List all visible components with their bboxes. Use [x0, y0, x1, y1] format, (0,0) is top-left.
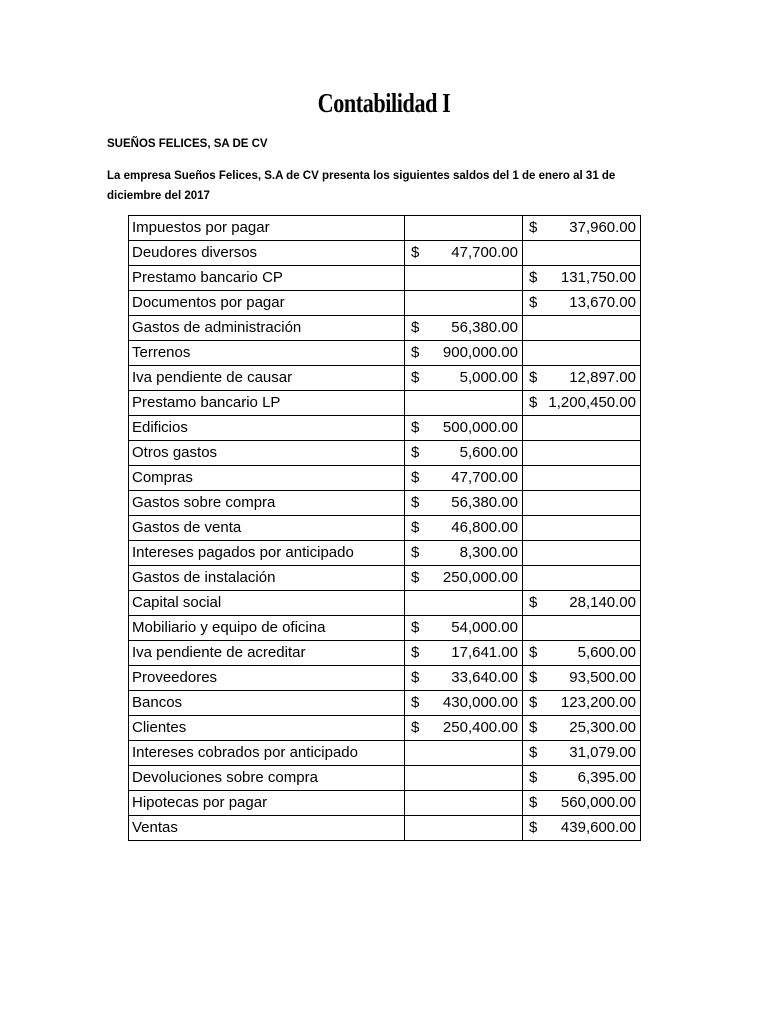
currency-symbol: $	[411, 669, 420, 686]
debit-amount: 5,000.00	[459, 369, 518, 386]
table-row	[129, 616, 641, 641]
credit-cell	[523, 666, 641, 691]
debit-cell	[405, 216, 523, 241]
balances-table-body	[129, 216, 641, 841]
debit-cell	[405, 316, 523, 341]
debit-amount: 250,400.00	[442, 719, 518, 736]
debit-cell	[405, 791, 523, 816]
debit-cell	[405, 291, 523, 316]
account-name: Mobiliario y equipo de oficina	[129, 616, 405, 641]
table-row	[129, 641, 641, 666]
account-name: Deudores diversos	[129, 241, 405, 266]
account-name: Documentos por pagar	[129, 291, 405, 316]
credit-cell	[523, 216, 641, 241]
table-row	[129, 816, 641, 841]
debit-cell	[405, 616, 523, 641]
table-row	[129, 691, 641, 716]
account-name: Iva pendiente de acreditar	[129, 641, 405, 666]
currency-symbol: $	[529, 644, 538, 661]
currency-symbol: $	[529, 269, 538, 286]
debit-amount: 54,000.00	[451, 619, 518, 636]
currency-symbol: $	[529, 669, 538, 686]
debit-cell	[405, 491, 523, 516]
debit-cell	[405, 591, 523, 616]
credit-cell	[523, 266, 641, 291]
debit-amount: 47,700.00	[451, 244, 518, 261]
currency-symbol: $	[529, 744, 538, 761]
credit-cell	[523, 766, 641, 791]
credit-cell	[523, 366, 641, 391]
table-row	[129, 441, 641, 466]
table-row	[129, 466, 641, 491]
table-row	[129, 591, 641, 616]
currency-symbol: $	[411, 694, 420, 711]
account-name: Gastos sobre compra	[129, 491, 405, 516]
credit-amount: 1,200,450.00	[548, 394, 636, 411]
debit-amount: 33,640.00	[451, 669, 518, 686]
credit-amount: 5,600.00	[577, 644, 636, 661]
intro-paragraph: La empresa Sueños Felices, S.A de CV presenta los siguientes saldos del 1 de enero al 31 de diciembre del 2017	[107, 170, 616, 202]
credit-cell	[523, 791, 641, 816]
account-name: Terrenos	[129, 341, 405, 366]
debit-amount: 56,380.00	[451, 319, 518, 336]
credit-cell	[523, 816, 641, 841]
debit-cell	[405, 391, 523, 416]
credit-cell	[523, 541, 641, 566]
credit-cell	[523, 416, 641, 441]
account-name: Otros gastos	[129, 441, 405, 466]
debit-amount: 46,800.00	[451, 519, 518, 536]
credit-cell	[523, 516, 641, 541]
debit-cell	[405, 366, 523, 391]
debit-amount: 8,300.00	[459, 544, 518, 561]
debit-cell	[405, 666, 523, 691]
table-row	[129, 766, 641, 791]
table-row	[129, 291, 641, 316]
credit-cell	[523, 391, 641, 416]
debit-amount: 900,000.00	[442, 344, 518, 361]
page-title: Contabilidad I	[317, 88, 451, 118]
currency-symbol: $	[411, 519, 420, 536]
table-row	[129, 491, 641, 516]
currency-symbol: $	[411, 494, 420, 511]
currency-symbol: $	[411, 719, 420, 736]
currency-symbol: $	[529, 694, 538, 711]
currency-symbol: $	[529, 294, 538, 311]
credit-amount: 28,140.00	[569, 594, 636, 611]
table-row	[129, 241, 641, 266]
credit-cell	[523, 591, 641, 616]
currency-symbol: $	[529, 394, 538, 411]
currency-symbol: $	[411, 419, 420, 436]
account-name: Devoluciones sobre compra	[129, 766, 405, 791]
debit-cell	[405, 816, 523, 841]
currency-symbol: $	[529, 769, 538, 786]
account-name: Gastos de instalación	[129, 566, 405, 591]
debit-amount: 56,380.00	[451, 494, 518, 511]
account-name: Prestamo bancario CP	[129, 266, 405, 291]
table-row	[129, 341, 641, 366]
currency-symbol: $	[529, 819, 538, 836]
account-name: Proveedores	[129, 666, 405, 691]
debit-cell	[405, 266, 523, 291]
credit-cell	[523, 691, 641, 716]
credit-cell	[523, 716, 641, 741]
credit-cell	[523, 291, 641, 316]
debit-cell	[405, 341, 523, 366]
account-name: Bancos	[129, 691, 405, 716]
table-row	[129, 666, 641, 691]
table-row	[129, 416, 641, 441]
account-name: Prestamo bancario LP	[129, 391, 405, 416]
debit-cell	[405, 766, 523, 791]
table-row	[129, 216, 641, 241]
currency-symbol: $	[529, 719, 538, 736]
credit-amount: 131,750.00	[560, 269, 636, 286]
account-name: Edificios	[129, 416, 405, 441]
account-name: Intereses cobrados por anticipado	[129, 741, 405, 766]
account-name: Hipotecas por pagar	[129, 791, 405, 816]
debit-amount: 5,600.00	[459, 444, 518, 461]
account-name: Gastos de venta	[129, 516, 405, 541]
debit-cell	[405, 716, 523, 741]
credit-cell	[523, 741, 641, 766]
table-row	[129, 366, 641, 391]
credit-amount: 93,500.00	[569, 669, 636, 686]
debit-cell	[405, 691, 523, 716]
credit-amount: 31,079.00	[569, 744, 636, 761]
debit-cell	[405, 541, 523, 566]
currency-symbol: $	[411, 444, 420, 461]
account-name: Capital social	[129, 591, 405, 616]
account-name: Intereses pagados por anticipado	[129, 541, 405, 566]
debit-cell	[405, 416, 523, 441]
table-row	[129, 741, 641, 766]
debit-amount: 500,000.00	[442, 419, 518, 436]
currency-symbol: $	[529, 594, 538, 611]
currency-symbol: $	[411, 619, 420, 636]
currency-symbol: $	[529, 369, 538, 386]
account-name: Ventas	[129, 816, 405, 841]
credit-amount: 123,200.00	[560, 694, 636, 711]
debit-amount: 250,000.00	[442, 569, 518, 586]
credit-amount: 25,300.00	[569, 719, 636, 736]
credit-amount: 13,670.00	[569, 294, 636, 311]
account-name: Iva pendiente de causar	[129, 366, 405, 391]
credit-cell	[523, 466, 641, 491]
credit-cell	[523, 341, 641, 366]
debit-amount: 17,641.00	[451, 644, 518, 661]
account-name: Compras	[129, 466, 405, 491]
debit-amount: 47,700.00	[451, 469, 518, 486]
credit-cell	[523, 441, 641, 466]
currency-symbol: $	[411, 469, 420, 486]
currency-symbol: $	[529, 794, 538, 811]
debit-cell	[405, 441, 523, 466]
credit-amount: 12,897.00	[569, 369, 636, 386]
debit-cell	[405, 641, 523, 666]
currency-symbol: $	[411, 319, 420, 336]
table-row	[129, 791, 641, 816]
credit-amount: 37,960.00	[569, 219, 636, 236]
credit-amount: 439,600.00	[560, 819, 636, 836]
debit-cell	[405, 566, 523, 591]
debit-cell	[405, 241, 523, 266]
debit-cell	[405, 516, 523, 541]
table-row	[129, 541, 641, 566]
currency-symbol: $	[411, 544, 420, 561]
currency-symbol: $	[411, 344, 420, 361]
credit-amount: 6,395.00	[577, 769, 636, 786]
currency-symbol: $	[411, 569, 420, 586]
table-row	[129, 516, 641, 541]
currency-symbol: $	[529, 219, 538, 236]
account-name: Gastos de administración	[129, 316, 405, 341]
credit-cell	[523, 616, 641, 641]
account-name: Impuestos por pagar	[129, 216, 405, 241]
currency-symbol: $	[411, 244, 420, 261]
currency-symbol: $	[411, 369, 420, 386]
debit-cell	[405, 741, 523, 766]
table-row	[129, 316, 641, 341]
credit-cell	[523, 316, 641, 341]
table-row	[129, 266, 641, 291]
table-row	[129, 716, 641, 741]
credit-cell	[523, 491, 641, 516]
debit-amount: 430,000.00	[442, 694, 518, 711]
currency-symbol: $	[411, 644, 420, 661]
credit-cell	[523, 241, 641, 266]
table-row	[129, 391, 641, 416]
balances-table	[128, 215, 641, 841]
credit-cell	[523, 641, 641, 666]
company-name: SUEÑOS FELICES, SA DE CV	[107, 138, 268, 150]
credit-cell	[523, 566, 641, 591]
account-name: Clientes	[129, 716, 405, 741]
debit-cell	[405, 466, 523, 491]
table-row	[129, 566, 641, 591]
credit-amount: 560,000.00	[560, 794, 636, 811]
